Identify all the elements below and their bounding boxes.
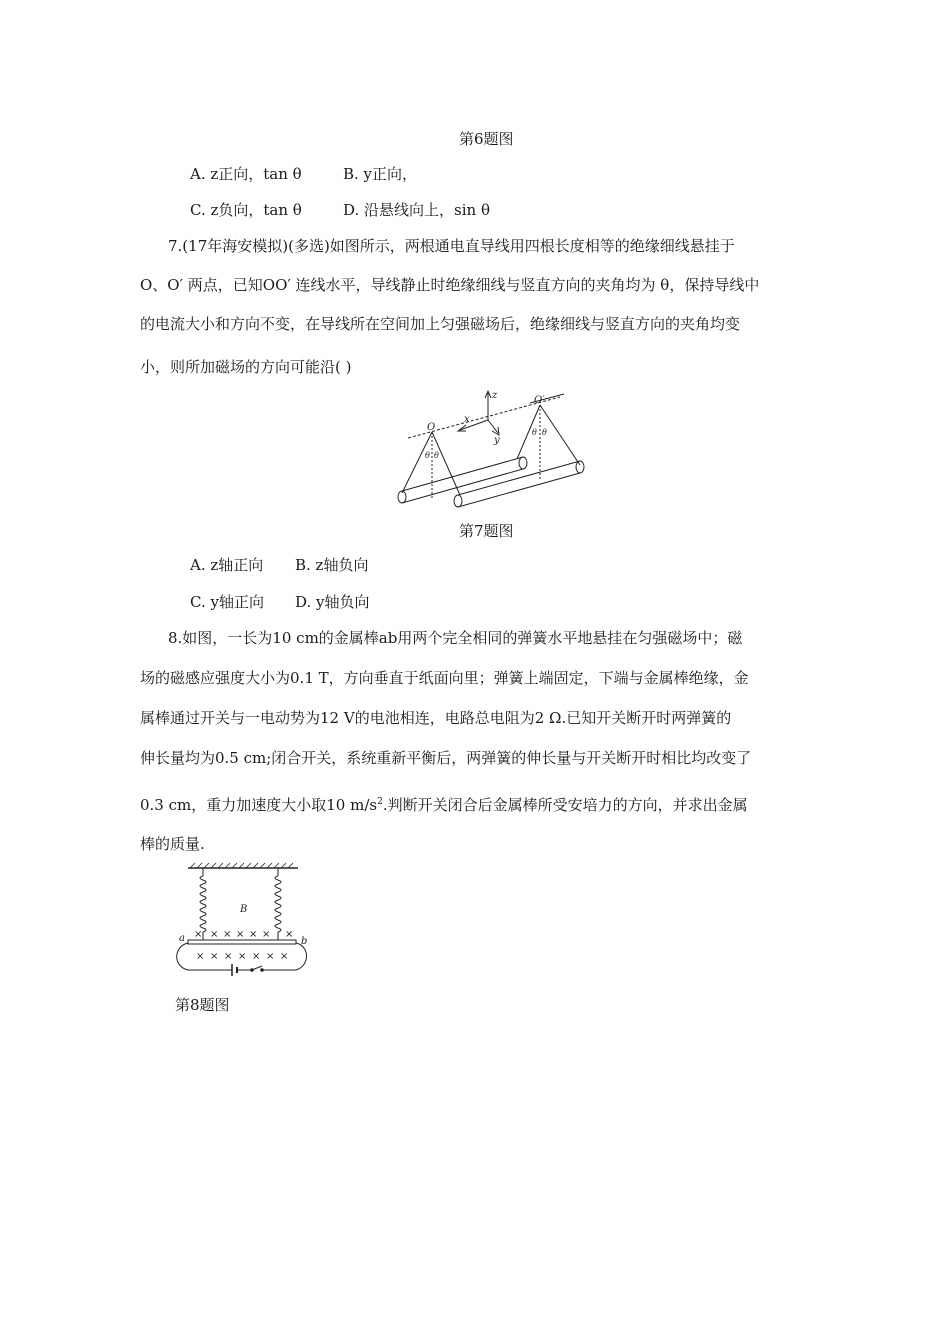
q8-label-a: a (179, 933, 185, 944)
q6-caption: 第6题图 (459, 130, 514, 148)
q7-caption: 第7题图 (459, 522, 514, 540)
q8-text-line-3: 属棒通过开关与一电动势为12 V的电池相连，电路总电阻为2 Ω.已知开关断开时两弹簧的 (140, 709, 732, 727)
q8-text-line-2: 场的磁感应强度大小为0.1 T，方向垂直于纸面向里；弹簧上端固定，下端与金属棒绝缘，金 (140, 669, 749, 687)
q8-text-line-1: 8.如图，一长为10 cm的金属棒ab用两个完全相同的弹簧水平地悬挂在匀强磁场中；磁 (168, 629, 743, 647)
q8-field-cross: × (223, 929, 232, 940)
q7-option-c: C. y轴正向 (190, 593, 264, 611)
q8-text-line-4: 伸长量均为0.5 cm;闭合开关，系统重新平衡后，两弹簧的伸长量与开关断开时相比均改变了 (140, 749, 752, 767)
q7-label-o-prime: O′ (534, 395, 545, 406)
q8-field-cross: × (236, 929, 245, 940)
q8-label-b: b (301, 936, 308, 947)
q7-text-line-2: O、O′ 两点，已知OO′ 连线水平，导线静止时绝缘细线与竖直方向的夹角均为 θ，保持导线中 (140, 276, 760, 294)
q7-text-line-4: 小，则所加磁场的方向可能沿( ) (140, 358, 352, 376)
q8-unit-exponent: 2 (377, 797, 383, 807)
q8-field-cross: × (285, 929, 294, 940)
q7-option-d: D. y轴负向 (295, 593, 370, 611)
q7-text-line-3: 的电流大小和方向不变，在导线所在空间加上匀强磁场后，绝缘细线与竖直方向的夹角均变 (140, 315, 741, 333)
q7-text-line-1: 7.(17年海安模拟)(多选)如图所示，两根通电直导线用四根长度相等的绝缘细线悬挂于 (168, 237, 735, 255)
q7-option-a: A. z轴正向 (190, 556, 264, 574)
q8-text-line-5 (140, 792, 748, 815)
q8-field-cross: × (266, 951, 275, 962)
q7-figure (380, 385, 600, 510)
q8-field-cross: × (194, 929, 203, 940)
q8-field-cross: × (238, 951, 247, 962)
q8-field-cross: × (280, 951, 289, 962)
q7-option-b: B. z轴负向 (295, 556, 369, 574)
q6-option-a: A. z正向，tan θ (190, 165, 302, 183)
q8-caption: 第8题图 (175, 996, 230, 1014)
q8-text-line-5b: .判断开关闭合后金属棒所受安培力的方向，并求出金属 (382, 796, 748, 814)
q8-figure (170, 862, 310, 987)
q8-field-cross: × (262, 929, 271, 940)
q7-label-theta-1: θ (425, 451, 430, 460)
q8-text-line-5a: 0.3 cm，重力加速度大小取10 m/s (140, 796, 378, 814)
q8-field-cross: × (252, 951, 261, 962)
q7-label-z: z (492, 390, 498, 401)
q8-field-cross: × (210, 951, 219, 962)
q7-label-x: x (464, 414, 470, 425)
q6-option-b: B. y正向， (343, 165, 418, 183)
q6-option-d: D. 沿悬线向上，sin θ (343, 201, 490, 219)
q8-field-cross: × (224, 951, 233, 962)
q7-label-o: O (427, 422, 436, 433)
q6-option-c: C. z负向，tan θ (190, 201, 302, 219)
q7-label-y: y (494, 435, 500, 446)
q7-label-theta-2: θ (434, 451, 439, 460)
q8-label-b-field: B (240, 904, 248, 915)
q8-field-cross: × (210, 929, 219, 940)
q8-field-cross: × (249, 929, 258, 940)
q8-text-line-6: 棒的质量. (140, 835, 205, 853)
q8-field-cross: × (196, 951, 205, 962)
q7-label-theta-3: θ (532, 428, 537, 437)
q7-label-theta-4: θ (542, 428, 547, 437)
